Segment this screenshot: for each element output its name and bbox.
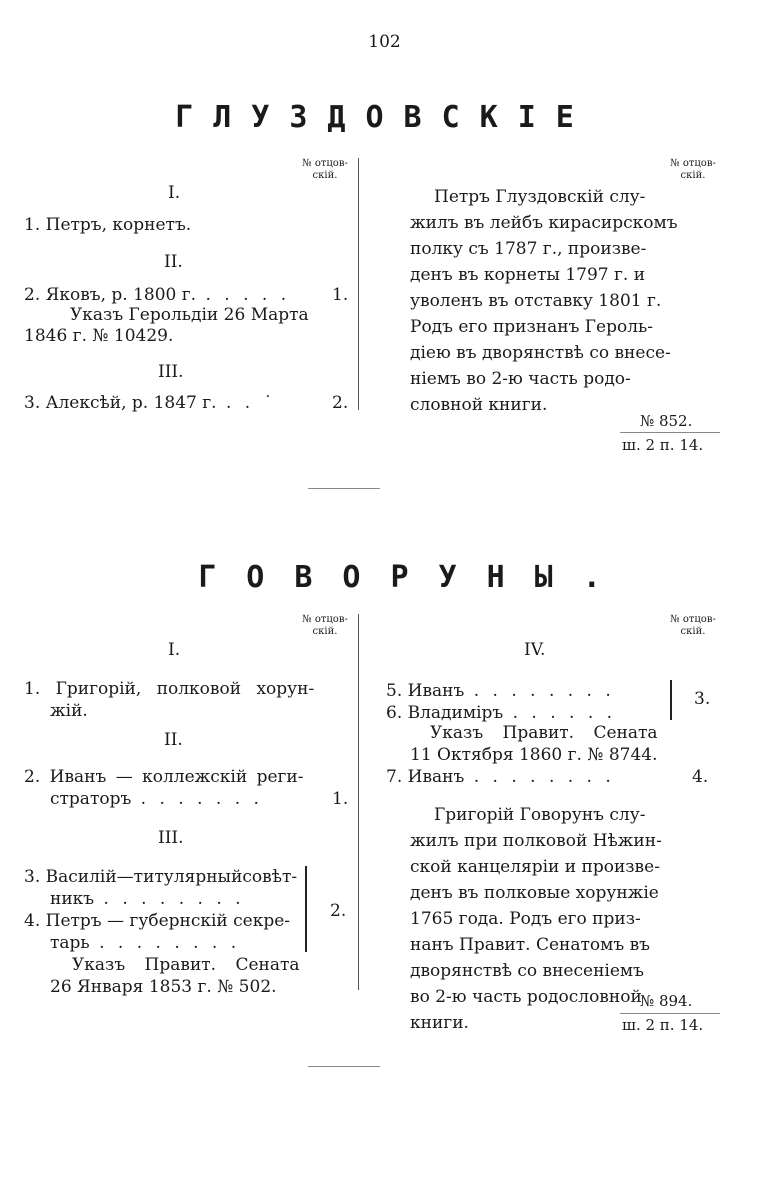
entry-7: 7. Иванъ . . . . . . . .	[386, 767, 615, 787]
entry-4-line2: тарь . . . . . . . .	[50, 933, 241, 953]
archive-ref-number: № 894.	[640, 992, 693, 1010]
desc-line: жилъ при полковой Нѣжин-	[410, 831, 662, 851]
desc-line: 1765 года. Родъ его приз-	[410, 909, 641, 929]
desc-line: ніемъ во 2-ю часть родо-	[410, 369, 631, 389]
ref-rule	[620, 1013, 720, 1014]
col-head-line1: № отцов-	[670, 158, 716, 169]
family2-description	[410, 802, 662, 1036]
left-column-header	[290, 158, 360, 182]
entry-4-line1: 4. Петръ — губернскій секре-	[24, 911, 291, 931]
desc-line: во 2-ю часть родословной	[410, 987, 642, 1007]
col-head-line2: скій.	[680, 170, 706, 181]
entry-5-name: 5. Иванъ	[386, 681, 465, 701]
col-head-line1: № отцов-	[302, 158, 348, 169]
desc-line: полку съ 1787 г., произве-	[410, 239, 647, 259]
col-head-line2: скій.	[312, 170, 338, 181]
entry-5: 5. Иванъ . . . . . . . .	[386, 681, 615, 701]
generation-3: III.	[158, 362, 184, 382]
entry-2-line1: 2. Иванъ — коллежскій реги-	[24, 767, 304, 787]
archive-ref-shelf: ш. 2 п. 14.	[622, 436, 704, 454]
column-divider	[358, 158, 359, 410]
desc-line: жилъ въ лейбъ кирасирскомъ	[410, 213, 678, 233]
entry-3-name: никъ	[50, 889, 95, 909]
generation-2: II.	[164, 730, 183, 750]
note-line4: 11 Октября 1860 г. № 8744.	[410, 745, 658, 765]
generation-1: I.	[168, 640, 181, 660]
desc-line: уволенъ въ отставку 1801 г.	[410, 291, 662, 311]
note-line2: 26 Января 1853 г. № 502.	[50, 977, 277, 997]
note-line1: Указъ Правит. Сената	[72, 955, 300, 975]
right-column-header	[658, 158, 728, 182]
entry-3: 3. Алексѣй, р. 1847 г. . . ˙	[24, 393, 277, 413]
desc-line: ской канцеляріи и произве-	[410, 857, 660, 877]
desc-line: денъ въ полковые хорунжіе	[410, 883, 659, 903]
col-head-line2: скій.	[680, 626, 706, 637]
entry-2-father-number: 1.	[332, 285, 349, 305]
family1-description	[410, 184, 678, 418]
entry-2-line2: страторъ . . . . . . .	[50, 789, 263, 809]
entry-3-4-father-number: 2.	[330, 901, 347, 921]
entry-6-name: 6. Владиміръ	[386, 703, 504, 723]
entry-1: 1. Петръ, корнетъ.	[24, 215, 192, 235]
entry-3-line2: никъ . . . . . . . .	[50, 889, 245, 909]
desc-line: діею въ дворянствѣ со внесе-	[410, 343, 671, 363]
entry-7-name: 7. Иванъ	[386, 767, 465, 787]
col-head-line1: № отцов-	[670, 614, 716, 625]
page-number: 102	[368, 32, 401, 52]
desc-line: Григорій Говорунъ слу-	[434, 805, 646, 825]
archive-ref-shelf: ш. 2 п. 14.	[622, 1016, 704, 1034]
desc-line: словной книги.	[410, 395, 548, 415]
right-column-header	[658, 614, 728, 638]
left-column-header	[290, 614, 360, 638]
family-title-govoruny: ГОВОРУНЫ.	[198, 560, 631, 595]
entry-2-note-line1: Указъ Герольдіи 26 Марта	[70, 305, 309, 325]
entry-2-name: страторъ	[50, 789, 132, 809]
desc-line: Родъ его признанъ Героль-	[410, 317, 654, 337]
entry-2-note-line2: 1846 г. № 10429.	[24, 326, 174, 346]
entry-2-father-number: 1.	[332, 789, 349, 809]
col-head-line1: № отцов-	[302, 614, 348, 625]
entry-1-line1: 1. Григорій, полковой хорун-	[24, 679, 315, 699]
family-title-gluzdovskie: ГЛУЗДОВСКIE	[175, 100, 594, 135]
desc-line: Петръ Глуздовскій слу-	[434, 187, 646, 207]
section-separator	[308, 1066, 380, 1067]
entry-2-name: 2. Яковъ, р. 1800 г.	[24, 285, 197, 305]
desc-line: книги.	[410, 1013, 469, 1033]
generation-2: II.	[164, 252, 183, 272]
entry-3-name: 3. Алексѣй, р. 1847 г.	[24, 393, 217, 413]
archive-ref-number: № 852.	[640, 412, 693, 430]
desc-line: дворянствѣ со внесеніемъ	[410, 961, 644, 981]
ref-rule	[620, 432, 720, 433]
generation-1: I.	[168, 183, 181, 203]
generation-4: IV.	[524, 640, 546, 660]
entry-4-name: тарь	[50, 933, 90, 953]
column-divider	[358, 614, 359, 990]
col-head-line2: скій.	[312, 626, 338, 637]
brace-line	[305, 866, 307, 952]
entry-3-father-number: 2.	[332, 393, 349, 413]
entry-2: 2. Яковъ, р. 1800 г. . . . . .	[24, 285, 291, 305]
note-line3: Указъ Правит. Сената	[430, 723, 658, 743]
desc-line: нанъ Правит. Сенатомъ въ	[410, 935, 650, 955]
entry-3-line1: 3. Василій—титулярныйсовѣт-	[24, 867, 298, 887]
brace-line	[670, 680, 672, 720]
section-separator	[308, 488, 380, 489]
entry-1-line2: жій.	[50, 701, 88, 721]
generation-3: III.	[158, 828, 184, 848]
entry-7-father-number: 4.	[692, 767, 709, 787]
entry-6: 6. Владиміръ . . . . . .	[386, 703, 617, 723]
entry-5-6-father-number: 3.	[694, 689, 711, 709]
desc-line: денъ въ корнеты 1797 г. и	[410, 265, 646, 285]
